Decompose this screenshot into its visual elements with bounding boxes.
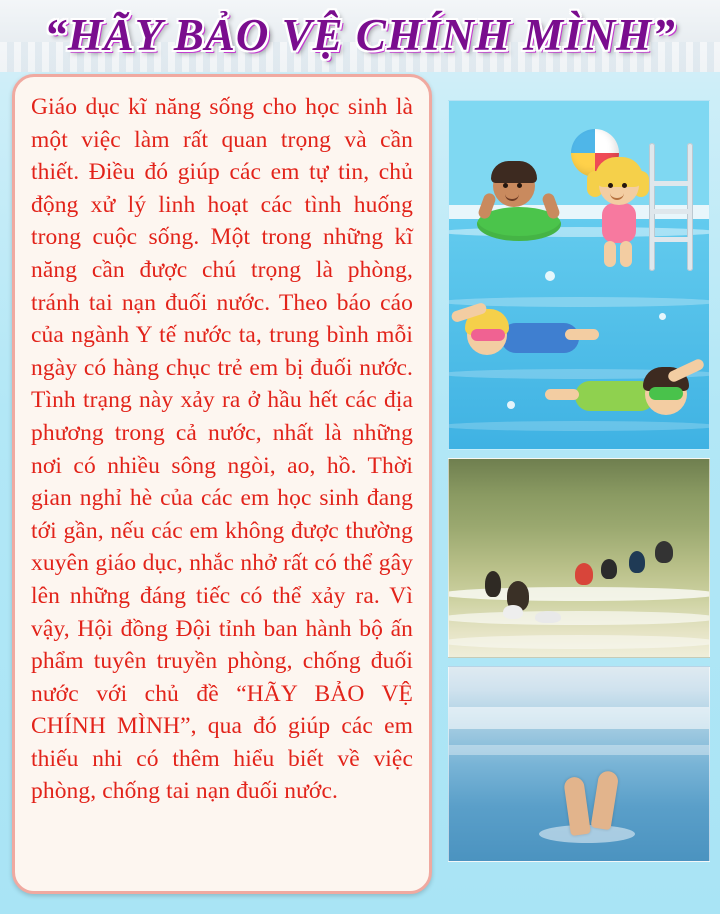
child-leg (620, 241, 632, 267)
ladder-rung (651, 209, 691, 214)
ladder-rung (651, 181, 691, 186)
image-column (448, 100, 710, 862)
river-surf-line (448, 635, 710, 649)
hands-above-water-photo (448, 666, 710, 862)
child-hair (491, 161, 537, 183)
article-body: Giáo dục kĩ năng sống cho học sinh là một việc làm rất quan trọng và cần thiết. Điều đó giúp các em tự tin, chủ động xử lý linh hoạt các tình huống trong cuộc sống. Một trong những kĩ năng cần được chú trọng là phòng, tránh tai nạn đuối nước. Theo báo cáo của ngành Y tế nước ta, trung bình mỗi ngày có hàng chục trẻ em bị đuối nước. Tình trạng này xảy ra ở hầu hết các địa phương trong cả nước, nhất là những nơi có nhiều sông ngòi, ao, hồ. Thời gian nghỉ hè của các em học sinh đang tới gần, nếu các em không được thường xuyên giáo dục, nhắc nhở rất có thể gây lên những đáng tiếc có thể xảy ra. Vì vậy, Hội đồng Đội tỉnh ban hành bộ ấn phẩm tuyên truyền phòng, chống đuối nước với chủ đề “HÃY BẢO VỆ CHÍNH MÌNH”, qua đó giúp các em thiếu nhi có thêm hiểu biết về việc phòng, chống tai nạn đuối nước. (31, 94, 413, 805)
river-surf-line (448, 611, 710, 625)
child-swimming-right (559, 351, 699, 431)
swimmer-figure (629, 551, 645, 573)
swimmer-figure (601, 559, 617, 579)
child-eye (503, 183, 508, 188)
water-foam (535, 611, 561, 623)
child-standing (579, 157, 657, 267)
ladder-rail (687, 143, 693, 271)
horizon-band (449, 707, 709, 729)
ladder-rung (651, 237, 691, 242)
swimmer-figure (575, 563, 593, 585)
child-with-swim-ring (477, 159, 561, 245)
child-body (602, 203, 636, 243)
poster-header (0, 0, 720, 72)
water-splash (507, 401, 515, 409)
swim-goggles-icon (471, 329, 505, 341)
page-title: “HÃY BẢO VỆ CHÍNH MÌNH” (44, 10, 676, 60)
child-leg (565, 329, 599, 340)
horizon-band (449, 745, 709, 755)
child-eye (517, 183, 522, 188)
river-swimmers-photo (448, 458, 710, 658)
child-hair (595, 157, 643, 187)
article-card (12, 74, 432, 894)
water-splash (545, 271, 555, 281)
child-eye (608, 183, 613, 188)
swimmer-figure (485, 571, 501, 597)
pool-illustration (448, 100, 710, 450)
water-splash (659, 313, 666, 320)
swim-goggles-icon (649, 387, 683, 400)
water-foam (503, 605, 523, 619)
child-leg (604, 241, 616, 267)
drowning-hand (591, 770, 620, 830)
child-eye (622, 183, 627, 188)
swimmer-figure (655, 541, 673, 563)
child-leg (545, 389, 579, 400)
